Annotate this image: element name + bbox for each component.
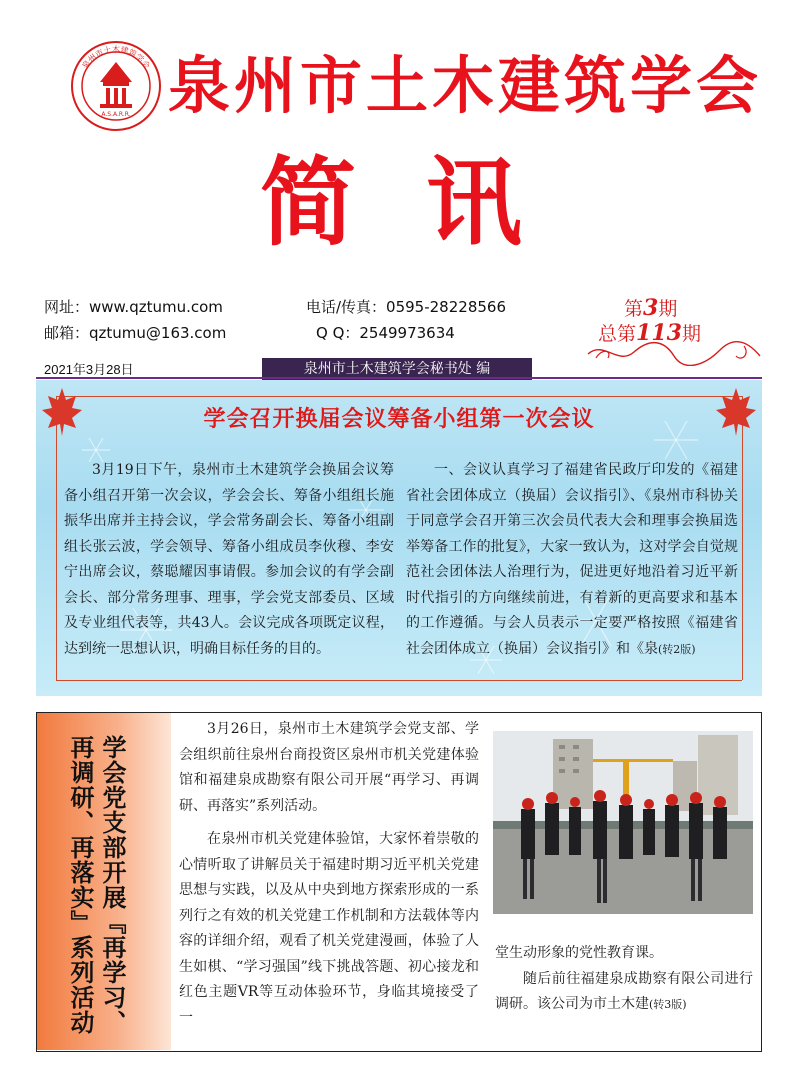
svg-text:泉州市土木建筑学会: 泉州市土木建筑学会 xyxy=(80,45,152,71)
decorative-swirl-icon xyxy=(584,336,764,366)
article-2-title-line-1: 学会党支部开展『再学习、 xyxy=(98,735,126,1035)
continued-note: (转3版) xyxy=(649,998,687,1011)
article-2 xyxy=(36,712,762,1052)
newsletter-title: 简讯 xyxy=(260,146,592,259)
article-1 xyxy=(36,380,762,696)
continued-note: (转2版) xyxy=(658,642,696,656)
organization-name: 泉州市土木建筑学会 xyxy=(168,49,763,122)
editor-banner: 泉州市土木建筑学会秘书处 编 xyxy=(262,358,532,380)
frame-top xyxy=(56,396,742,397)
frame-bottom xyxy=(56,680,742,681)
divider xyxy=(36,377,762,379)
article-2-title-panel xyxy=(37,713,171,1050)
article-2-column-left: 3月26日，泉州市土木建筑学会党支部、学会组织前往泉州台商投资区泉州市机关党建体验馆和福建泉成勘察有限公司开展“再学习、再调研、再落实”系列活动。 在泉州市机关党建体验馆，大家怀着崇敬的心情听取了讲解员关于福建时期习近平机关党建思想与实践，以及从中央到地方探索形成的一系列行之有效的机关党建工作机制和方法载体等内容的详细介绍，观看了机关党建漫画，体验了人生如棋、“学习强国”线下挑战答题、初心接龙和红色主题VR等互动体验环节，身临其境接受了一 xyxy=(179,721,479,1026)
article-2-column-right: 堂生动形象的党性教育课。 随后前往福建泉成勘察有限公司进行调研。该公司为市土木建(转3版) xyxy=(495,945,753,1012)
article-1-column-left: 3月19日下午，泉州市土木建筑学会换届会议筹备小组召开第一次会议，学会会长、筹备小组组长施振华出席并主持会议，学会常务副会长、筹备小组副组长张云波，学会领导、筹备小组成员李伙穆、李安宁出席会议，蔡聪耀因事请假。参加会议的有学会副会长、部分常务理事、理事，学会党支部委员、区域及专业组代表等，共43人。会议完成各项既定议程，达到统一思想认识，明确目标任务的目的。 xyxy=(64,462,394,657)
issue-number-block: 第3期 总第113期 xyxy=(598,295,701,346)
svg-text:A.S.A.R.R.: A.S.A.R.R. xyxy=(101,111,131,118)
publication-date: 2021年3月28日 xyxy=(44,362,134,377)
email-text: 邮箱：qztumu@163.com xyxy=(44,324,227,342)
phone-fax-text: 电话/传真：0595-28228566 xyxy=(306,298,506,316)
qq-text: Q Q：2549973634 xyxy=(316,324,455,342)
article-1-column-right: 一、会议认真学习了福建省民政厅印发的《福建省社会团体成立（换届）会议指引》、《泉州市科协关于同意学会召开第三次会员代表大会和理事会换届选举筹备工作的批复》，大家一致认为，这对学会自觉规范社会团体法人治理行为，促进更好地沿着习近平新时代指引的方向继续前进，有着新的更高要求和基本的工作遵循。与会人员表示一定要严格按照《福建省社会团体成立（换届）会议指引》和《泉(转2版) xyxy=(406,462,738,657)
total-issue-number: 113 xyxy=(636,320,682,346)
issue-number: 3 xyxy=(643,295,659,321)
article-2-title-line-2: 再调研、再落实』系列活动 xyxy=(66,735,94,1035)
society-logo xyxy=(70,40,162,132)
article-1-title: 学会召开换届会议筹备小组第一次会议 xyxy=(203,407,595,432)
site-visit-photo xyxy=(493,731,753,914)
website-text: 网址：www.qztumu.com xyxy=(44,298,223,316)
